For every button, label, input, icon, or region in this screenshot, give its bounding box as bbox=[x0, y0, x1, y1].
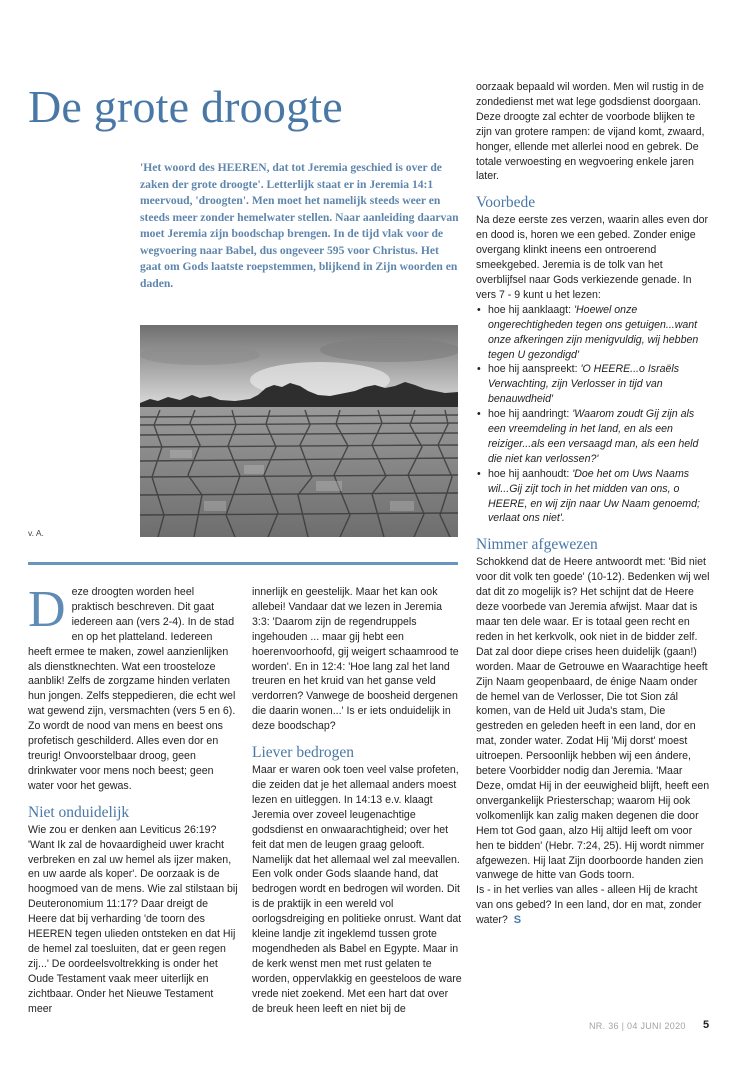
paragraph: Wie zou er denken aan Leviticus 26:19? 'Want Ik zal de hovaardigheid uwer kracht verbreken en zal uw hemel als ijzer maken, en uw aarde als koper'. De oorzaak is de hoogmoed van de mens. Wie zal stilstaan bij Deuteronomium 11:17? Daar dreigt de Heere dat bij verharding 'de toorn des HEEREN tegen ulieden ontsteken en dat Hij de hemel zal toesluiten, dat er geen regen zij...' De oordeelsvoltrekking is onder het Oude Testament vaak meer uiterlijk en zichtbaar. Onder het Nieuwe Testament meer bbox=[28, 823, 238, 1015]
paragraph-text: Is - in het verlies van alles - alleen Hij de kracht van ons gebed? In een land, dor en mat, zonder water? bbox=[476, 884, 702, 927]
heading-liever-bedrogen: Liever bedrogen bbox=[252, 744, 354, 762]
heading-nimmer-afgewezen: Nimmer afgewezen bbox=[476, 536, 598, 554]
paragraph: Na deze eerste zes verzen, waarin alles even dor en dood is, horen we een gebed. Zonder enige overgang klinkt ineens een ontroerend smeekgebed. Jeremia is de tolk van het overblijfsel naar Gods verkiezende genade. In vers 7 - 9 kunt u het lezen: bbox=[476, 214, 709, 301]
column-1 bbox=[28, 581, 238, 1016]
drop-cap: D bbox=[28, 581, 66, 638]
list-item: • hoe hij aandringt: 'Waarom zoudt Gij zijn als een vreemdeling in het land, en als een reiziger...als een versaagd man, als een held die niet kan verlossen?' bbox=[476, 407, 710, 467]
list-item: • hoe hij aanklaagt: 'Hoewel onze ongerechtigheden tegen ons getuigen...want onze afkeringen zijn menigvuldig, wij hebben tegen U gezondigd' bbox=[476, 303, 710, 363]
issue-info: NR. 36 | 04 JUNI 2020 bbox=[589, 1021, 686, 1031]
section-divider bbox=[28, 562, 458, 565]
drought-photo bbox=[140, 325, 458, 537]
article-title: De grote droogte bbox=[28, 81, 343, 132]
paragraph: innerlijk en geestelijk. Maar het kan ook allebei! Vandaar dat we lezen in Jeremia 3:3: 'Daarom zijn de regendruppels ingehouden ... maar gij hebt een hoerenvoorhoofd, gij weigert schaamrood te worden'. En in 12:4: 'Hoe lang zal het land treuren en het kruid van het ganse veld verdorren? Vanwege de boosheid dergenen die daarin wonen...' Is er iets onduidelijk in deze boodschap? bbox=[252, 586, 459, 733]
paragraph-text: eze droogten worden heel praktisch beschreven. Dit gaat iedereen aan (vers 2-4). In de stad en op het platteland. Iedereen heeft ermee te maken, zowel aanzienlijken als dienstknechten. Wat een troosteloze aanblik! Zelfs de zorgzame hinden verlaten hun jongen. Zelfs steppedieren, die echt wel wat gewend zijn, versmachten (vers 5 en 6). Zo wordt de nood van mens en beest ons profetisch geschilderd. Alles even dor en treurig! Onvoorstelbaar droog, geen drinkwater voor mens noch beest; geen water voor het gewas. bbox=[28, 586, 236, 792]
list-item: • hoe hij aanhoudt: 'Doe het om Uws Naams wil...Gij zijt toch in het midden van ons, o HEERE, en wij zijn naar Uw Naam genoemd; verlaat ons niet'. bbox=[476, 467, 710, 527]
paragraph: Maar er waren ook toen veel valse profeten, die zeiden dat je het allemaal anders moest lezen en uitleggen. In 14:13 e.v. klaagt Jeremia over zoveel leugenachtige godsdienst en onwaarachtigheid; over het feit dat men de leugen graag gelooft. Namelijk dat het allemaal wel zal meevallen. Een volk onder Gods slaande hand, dat bedrogen wordt en bedrogen wil worden. Dit is de praktijk in een wereld vol oorlogsdreiging en politieke onrust. Want dat kleine landje zit ingeklemd tussen grote mogendheden als Babel en Egypte. Maar in de kerk wenst men met rust gelaten te worden, oppervlakkig en geesteloos de ware vrede niet zoekend. Met een hart dat over de breuk heen leeft en niet bij de bbox=[252, 764, 462, 1015]
paragraph bbox=[28, 581, 238, 794]
heading-voorbede: Voorbede bbox=[476, 194, 536, 212]
bullet-list bbox=[476, 303, 710, 527]
page-number: 5 bbox=[703, 1019, 710, 1031]
paragraph: oorzaak bepaald wil worden. Men wil rustig in de zondedienst met wat lege godsdienst doorgaan. Deze droogte zal echter de voorbode blijken te zijn van grotere rampen: de vijand komt, zwaard, honger, ellende met allerlei nood en gebrek. De totale verwoesting en wegvoering enkele jaren later. bbox=[476, 81, 705, 183]
paragraph bbox=[476, 883, 710, 928]
column-2 bbox=[252, 585, 462, 1016]
photo-credit: v. A. bbox=[28, 528, 44, 538]
end-mark-icon: S bbox=[513, 914, 522, 927]
article-intro: 'Het woord des HEEREN, dat tot Jeremia geschied is over de zaken der grote droogte'. Letterlijk staat er in Jeremia 14:1 meervoud, 'droogten'. Men moet het namelijk steeds weer en steeds meer zonder hemelwater stellen. Naar aanleiding daarvan moet Jeremia zijn boodschap brengen. In de tijd vlak voor de wegvoering naar Babel, dus ongeveer 595 voor Christus. Het gaat om Gods laatste roepstemmen, blijkend in Zijn woorden en daden. bbox=[140, 161, 459, 290]
heading-niet-onduidelijk: Niet onduidelijk bbox=[28, 803, 130, 821]
column-3 bbox=[476, 80, 710, 928]
paragraph: Schokkend dat de Heere antwoordt met: 'Bid niet voor dit volk ten goede' (10-12). Bedenken wij wel dat dit zo mogelijk is? Het schijnt dat de Heere deze voorbede van Jeremia afwijst. Maar dat is maar ten dele waar. Er is totaal geen recht en reden in het kerkvolk, ook niet in de bidder zelf. Dat zal door diepe crises heen duidelijk (gaan!) worden. Maar de Getrouwe en Waarachtige heeft Zijn Naam geopenbaard, de énige Naam onder de hemel van de Verlosser, Die tot Sion zál komen, van de Held uit Juda's stam, Die gestreden en geleden heeft in een land, dor en mat, zonder water. Zodat Hij 'Mij dorst' moest uitroepen. Persoonlijk hebben wij een ándere, betere Voorbidder nodig dan Jeremia. 'Maar Deze, omdat Hij in der eeuwigheid blijft, heeft een onvergankelijk Priesterschap; waarom Hij ook volkomenlijk kan zalig maken degenen die door Hem tot God gaan, alzo Hij altijd leeft om voor hen te bidden' (Hebr. 7:24, 25). Hij wordt nimmer afgewezen. Hij laat Zijn doorboorde handen zien vanwege de hitte van Gods toorn. bbox=[476, 556, 710, 882]
list-item: • hoe hij aanspreekt: 'O HEERE...o Israëls Verwachting, zijn Verlosser in tijd van benauwdheid' bbox=[476, 362, 710, 407]
